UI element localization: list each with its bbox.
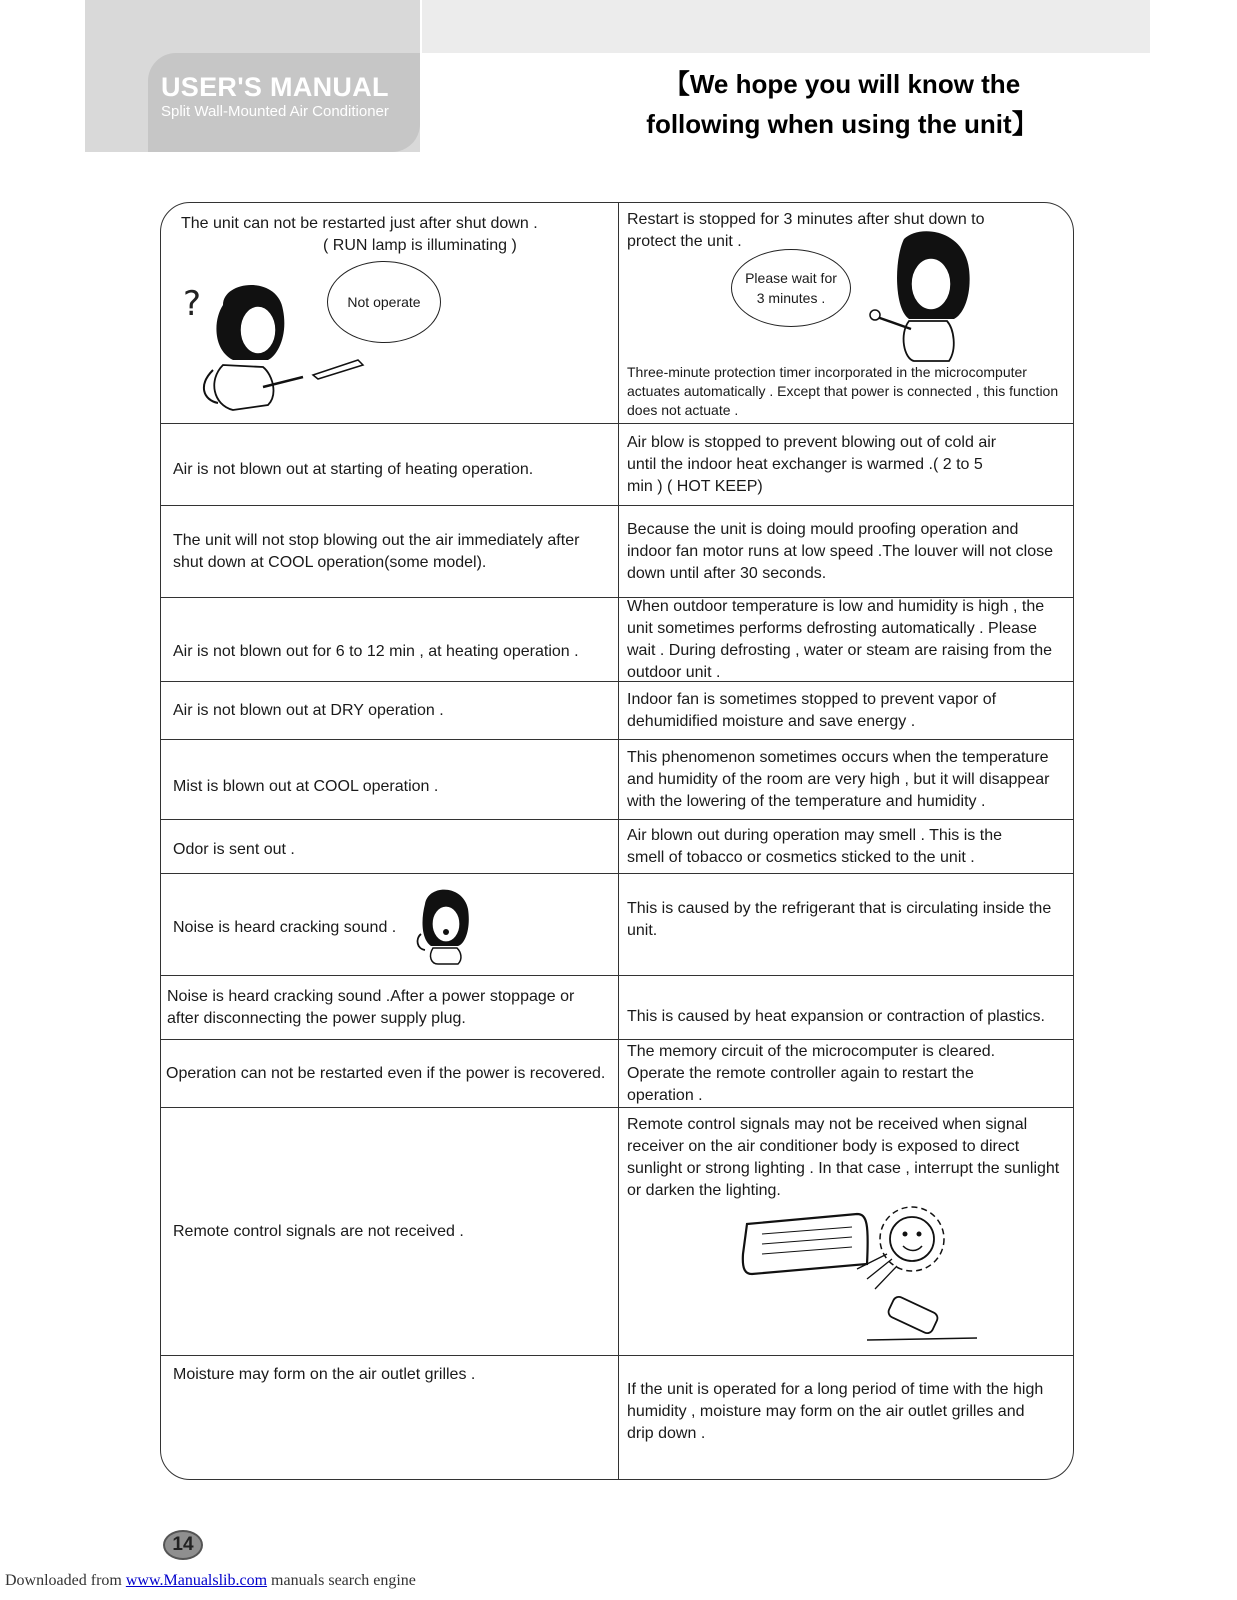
bubble-text: Not operate [347, 294, 421, 310]
symptom-cell [161, 424, 619, 506]
explanation-cell [619, 682, 1074, 740]
symptom-cell [161, 598, 619, 682]
timer-note: Three-minute protection timer incorporated in the microcomputer actuates automatically . Except that power is connected , this function does not actuate . [627, 364, 1059, 418]
table-row [161, 597, 1073, 682]
explanation-text: This phenomenon sometimes occurs when the temperature and humidity of the room are very high , but it will disappear with the lowering of the temperature and humidity . [627, 749, 1050, 810]
symptom-text: Odor is sent out . [173, 841, 295, 858]
troubleshooting-table [160, 202, 1074, 1480]
symptom-text: Noise is heard cracking sound . [173, 919, 397, 936]
explanation-cell [619, 506, 1074, 598]
table-row [161, 505, 1073, 598]
explanation-text: This is caused by the refrigerant that is circulating inside the unit. [627, 900, 1052, 939]
table-row [161, 203, 1073, 423]
symptom-text: Air is not blown out at DRY operation . [173, 702, 444, 719]
explanation-cell [619, 820, 1074, 874]
table-row [161, 819, 1073, 874]
explanation-cell [619, 203, 1074, 423]
explanation-text: Because the unit is doing mould proofing operation and indoor fan motor runs at low speed .The louver will not close down until after 30 seconds. [627, 521, 1053, 582]
symptom-text: Remote control signals are not received . [173, 1223, 464, 1240]
table-row [161, 1107, 1073, 1356]
manual-subtitle: Split Wall-Mounted Air Conditioner [161, 103, 389, 120]
explanation-cell [619, 598, 1074, 682]
explanation-cell [619, 1356, 1074, 1480]
symptom-cell [161, 740, 619, 820]
table-row [161, 681, 1073, 740]
bubble-text-line-2: 3 minutes . [756, 290, 826, 306]
symptom-text: The unit can not be restarted just after shut down . [181, 215, 538, 232]
headline-line-2: following when using the unit】 [646, 109, 1038, 139]
sunlight-on-ac-illustration [737, 1194, 977, 1344]
confused-girl-illustration [183, 275, 383, 415]
explanation-text: When outdoor temperature is low and humidity is high , the unit sometimes performs defrosting automatically . Please wait . During defrosting , water or steam are raising from the outdoor unit . [627, 598, 1053, 681]
explanation-text: This is caused by heat expansion or contraction of plastics. [627, 1008, 1045, 1025]
symptom-text: Noise is heard cracking sound .After a power stoppage or after disconnecting the power supply plug. [167, 988, 575, 1027]
footer-suffix: manuals search engine [267, 1572, 416, 1589]
symptom-cell [161, 1040, 619, 1108]
explanation-text: The memory circuit of the microcomputer is cleared. Operate the remote controller again to restart the operation . [627, 1043, 996, 1104]
explanation-text: Indoor fan is sometimes stopped to prevent vapor of dehumidified moisture and save energy . [627, 691, 997, 730]
speech-bubble [731, 249, 851, 327]
symptom-text: Operation can not be restarted even if the power is recovered. [166, 1065, 606, 1082]
table-row [161, 975, 1073, 1040]
symptom-cell [161, 682, 619, 740]
manualslib-link[interactable]: www.Manualslib.com [125, 1572, 268, 1589]
symptom-cell [161, 874, 619, 976]
explanation-cell [619, 1040, 1074, 1108]
table-row [161, 1039, 1073, 1108]
table-row [161, 1355, 1073, 1480]
table-row [161, 423, 1073, 506]
symptom-cell [161, 820, 619, 874]
symptom-text-sub: ( RUN lamp is illuminating ) [323, 237, 517, 254]
explanation-cell [619, 424, 1074, 506]
footer-prefix: Downloaded from [5, 1572, 126, 1589]
symptom-cell [161, 203, 619, 423]
symptom-cell [161, 976, 619, 1040]
table-row [161, 739, 1073, 820]
pointing-girl-illustration [869, 229, 979, 364]
explanation-text: If the unit is operated for a long period of time with the high humidity , moisture may form on the air outlet grilles and drip down . [627, 1381, 1044, 1442]
bubble-text-line-1: Please wait for [745, 270, 837, 286]
symptom-text: Mist is blown out at COOL operation . [173, 778, 439, 795]
headline-line-1: 【We hope you will know the [663, 69, 1021, 99]
download-footer [5, 1572, 416, 1590]
explanation-cell [619, 740, 1074, 820]
table-row [161, 873, 1073, 976]
explanation-cell [619, 976, 1074, 1040]
surprised-girl-illustration [413, 884, 473, 964]
symptom-text: Air is not blown out for 6 to 12 min , at heating operation . [173, 643, 579, 660]
explanation-text: Restart is stopped for 3 minutes after shut down to protect the unit . [627, 211, 985, 250]
page-number: 14 [163, 1530, 203, 1560]
page-headline [612, 64, 1072, 144]
explanation-text: Air blown out during operation may smell . This is the smell of tobacco or cosmetics sticked to the unit . [627, 827, 1002, 866]
explanation-cell [619, 874, 1074, 976]
manual-title: USER'S MANUAL [161, 72, 389, 102]
symptom-text: The unit will not stop blowing out the air immediately after shut down at COOL operation(some model). [173, 532, 580, 571]
explanation-text: Remote control signals may not be received when signal receiver on the air conditioner body is exposed to direct sunlight or strong lighting . In that case , interrupt the sunlight or darken the lighting. [627, 1116, 1060, 1199]
symptom-text: Air is not blown out at starting of heating operation. [173, 461, 534, 478]
symptom-cell [161, 1356, 619, 1480]
symptom-text: Moisture may form on the air outlet grilles . [173, 1366, 476, 1383]
explanation-text: Air blow is stopped to prevent blowing out of cold air until the indoor heat exchanger is warmed .( 2 to 5 min ) ( HOT KEEP) [627, 434, 997, 495]
symptom-cell [161, 1108, 619, 1356]
svg-text:?: ? [183, 284, 202, 324]
symptom-cell [161, 506, 619, 598]
header-band-right [422, 0, 1150, 53]
explanation-cell [619, 1108, 1074, 1356]
